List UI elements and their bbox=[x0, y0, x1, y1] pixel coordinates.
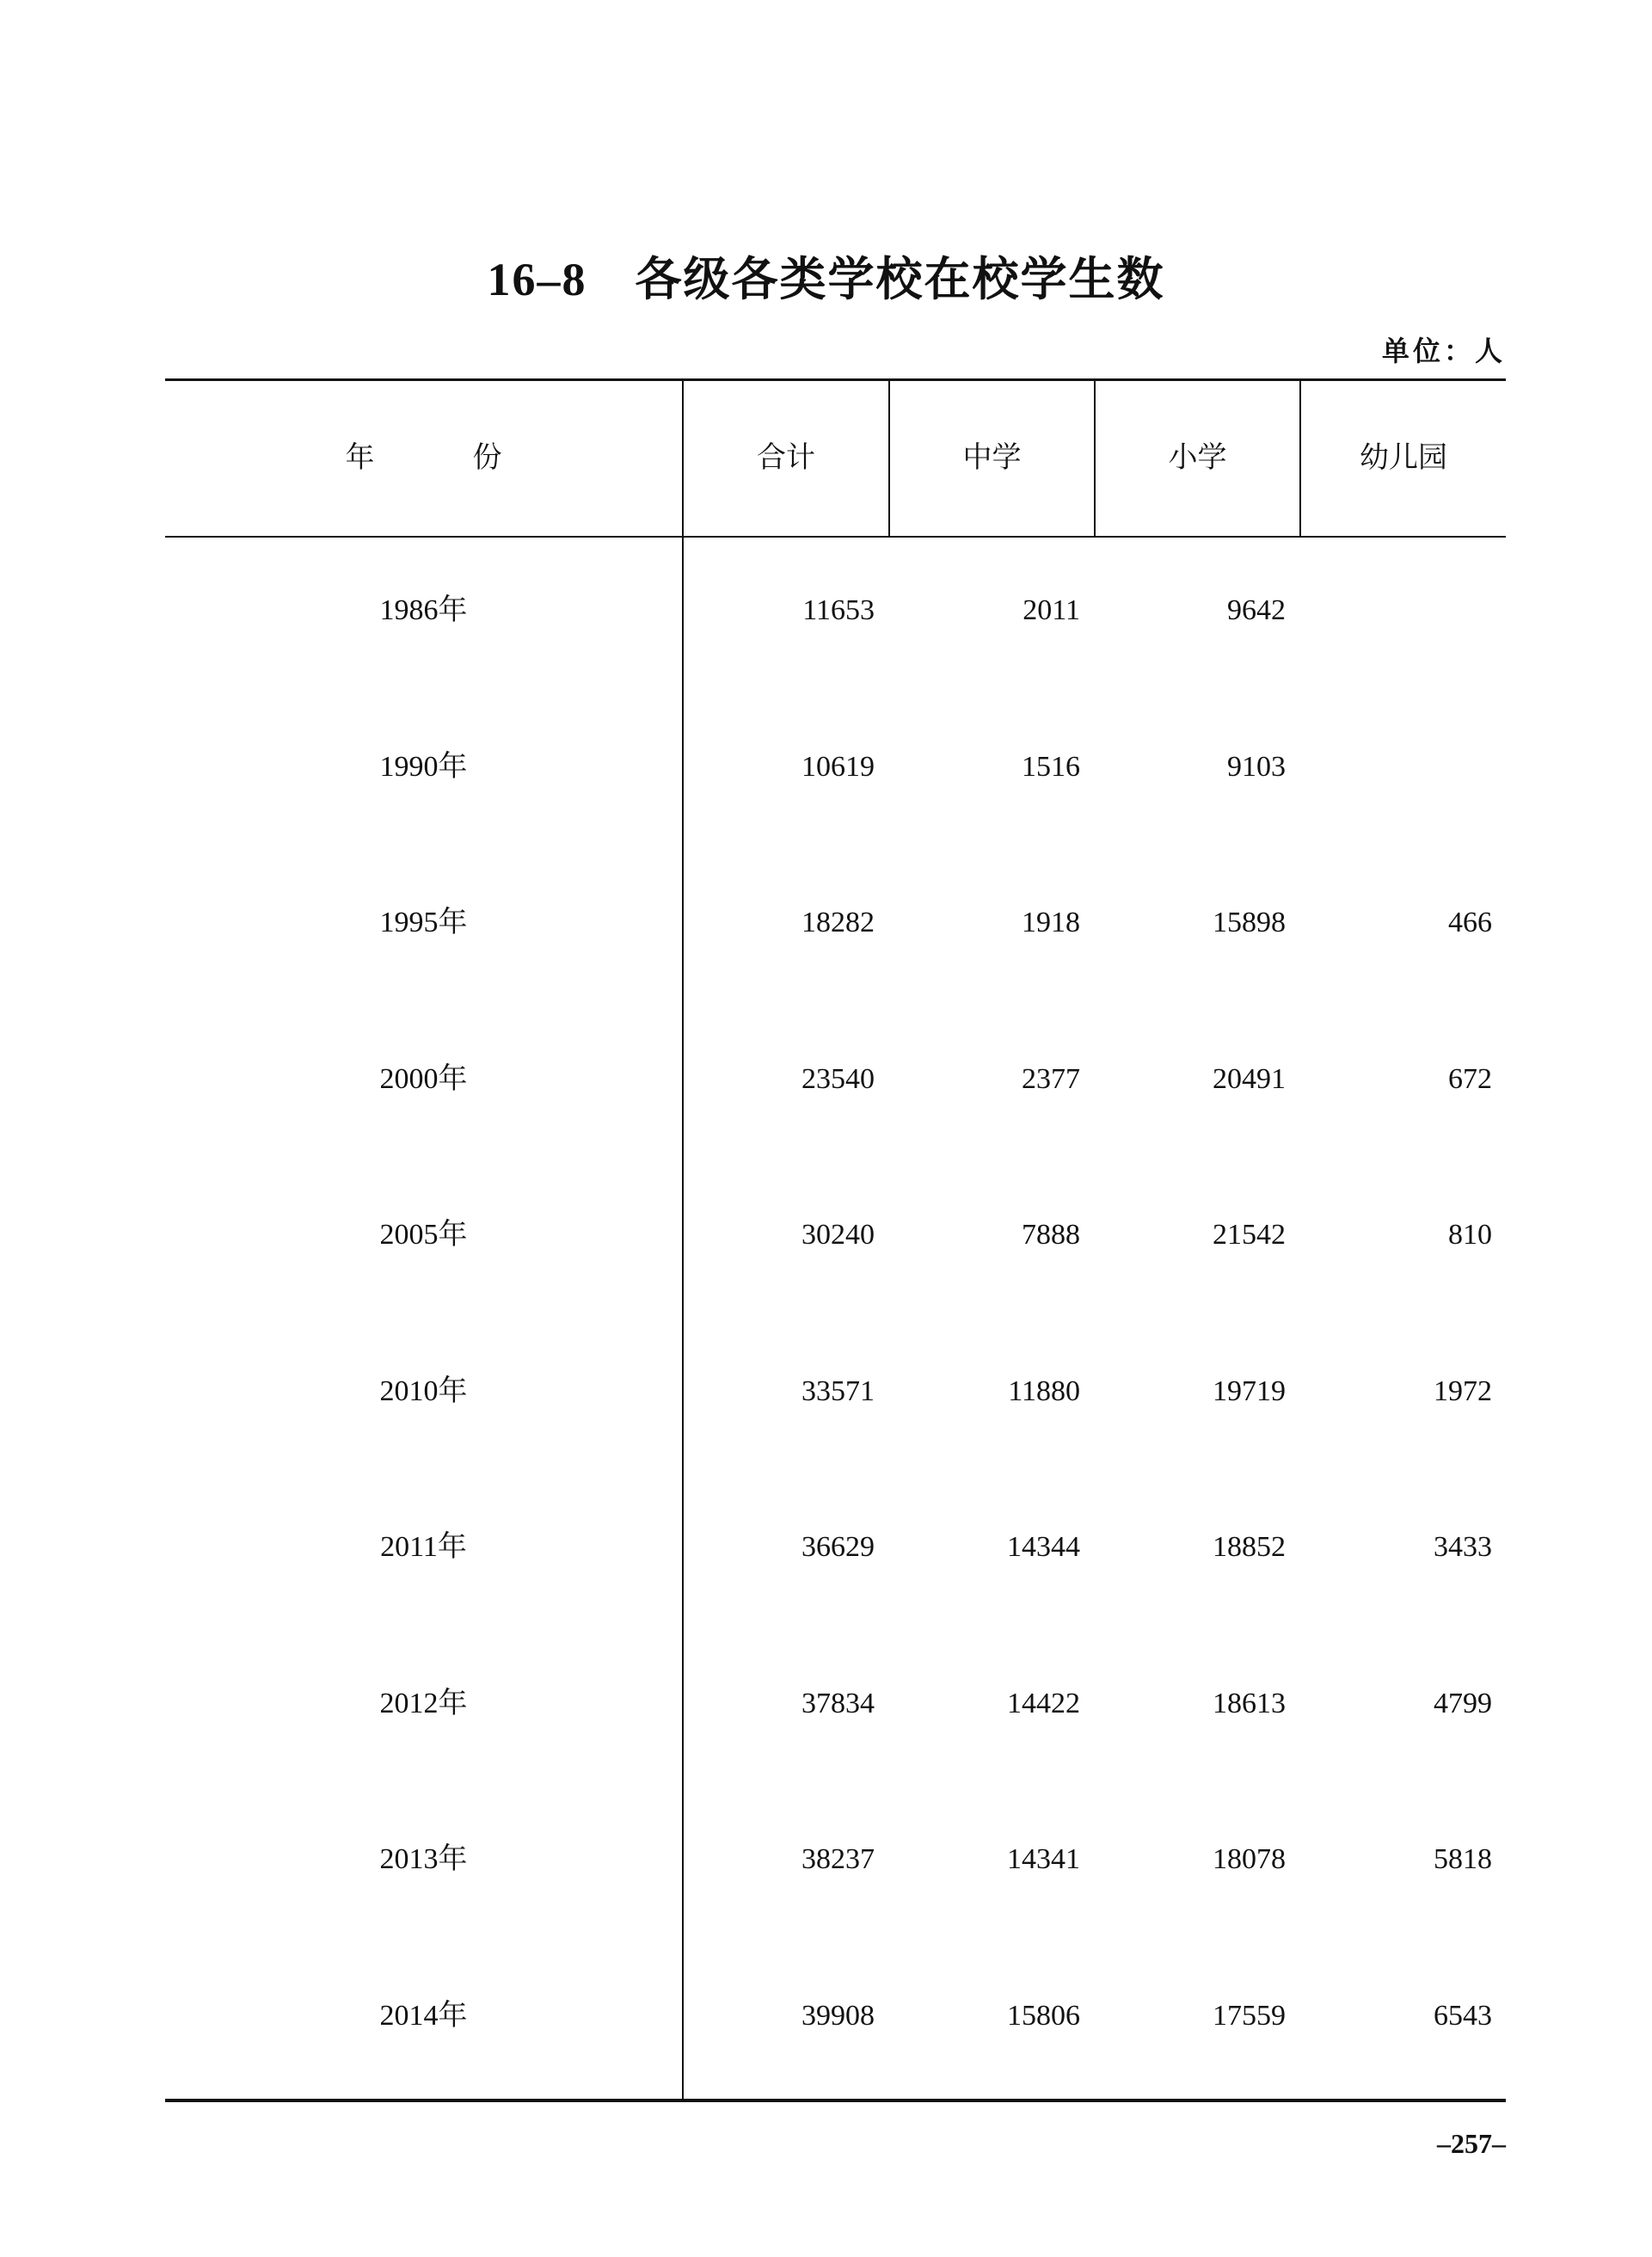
primary-school-cell: 17559 bbox=[1213, 1999, 1286, 2032]
kindergarten-cell: 466 bbox=[1448, 907, 1492, 938]
primary-school-cell: 21542 bbox=[1213, 1219, 1286, 1251]
middle-school-cell: 2377 bbox=[1022, 1062, 1080, 1095]
table-body bbox=[0, 538, 1652, 2099]
year-cell: 2013年 bbox=[379, 1843, 468, 1875]
primary-school-cell: 15898 bbox=[1213, 907, 1286, 938]
year-cell: 2012年 bbox=[379, 1687, 468, 1719]
kindergarten-cell: 3433 bbox=[1434, 1531, 1492, 1563]
total-cell: 37834 bbox=[801, 1687, 875, 1719]
page-number: –257– bbox=[1437, 2128, 1506, 2159]
total-cell: 36629 bbox=[801, 1531, 875, 1563]
year-cell: 1995年 bbox=[379, 907, 468, 938]
table-title-text: 各级各类学校在校学生数 bbox=[635, 254, 1165, 305]
total-cell: 18282 bbox=[801, 907, 875, 938]
header-middle-school: 中学 bbox=[962, 442, 1022, 474]
table-row bbox=[0, 1006, 1652, 1163]
kindergarten-cell: 810 bbox=[1448, 1219, 1492, 1251]
header-total: 合计 bbox=[757, 442, 815, 474]
year-cell: 2000年 bbox=[379, 1062, 468, 1095]
kindergarten-cell bbox=[1301, 746, 1492, 789]
total-cell: 38237 bbox=[801, 1843, 875, 1875]
total-cell: 30240 bbox=[801, 1219, 875, 1251]
middle-school-cell: 11880 bbox=[1008, 1374, 1080, 1407]
table-row bbox=[0, 1787, 1652, 1943]
total-cell: 11653 bbox=[802, 594, 875, 626]
year-cell: 2011年 bbox=[380, 1531, 467, 1563]
middle-school-cell: 14344 bbox=[1007, 1531, 1080, 1563]
table-bottom-rule bbox=[165, 2099, 1506, 2102]
middle-school-cell: 15806 bbox=[1007, 1999, 1080, 2032]
table-row bbox=[0, 1319, 1652, 1475]
header-kindergarten: 幼儿园 bbox=[1360, 442, 1447, 474]
kindergarten-cell bbox=[1301, 589, 1492, 632]
table-title bbox=[0, 245, 1652, 314]
middle-school-cell: 1918 bbox=[1022, 907, 1080, 938]
table-row bbox=[0, 850, 1652, 1006]
kindergarten-cell: 6543 bbox=[1434, 1999, 1492, 2032]
table-row bbox=[0, 694, 1652, 851]
middle-school-cell: 7888 bbox=[1022, 1219, 1080, 1251]
year-cell: 1990年 bbox=[379, 750, 468, 783]
total-cell: 23540 bbox=[801, 1062, 875, 1095]
kindergarten-cell: 672 bbox=[1448, 1062, 1492, 1095]
table-row bbox=[0, 538, 1652, 694]
table-row bbox=[0, 1943, 1652, 2100]
year-cell: 2010年 bbox=[379, 1374, 468, 1407]
total-cell: 39908 bbox=[801, 1999, 875, 2032]
primary-school-cell: 18613 bbox=[1213, 1687, 1286, 1719]
primary-school-cell: 19719 bbox=[1213, 1374, 1286, 1407]
year-cell: 2014年 bbox=[379, 1999, 468, 2032]
kindergarten-cell: 4799 bbox=[1434, 1687, 1492, 1719]
total-cell: 10619 bbox=[801, 750, 875, 783]
primary-school-cell: 18078 bbox=[1213, 1843, 1286, 1875]
table-row bbox=[0, 1162, 1652, 1319]
kindergarten-cell: 5818 bbox=[1434, 1843, 1492, 1875]
header-primary-school: 小学 bbox=[1168, 442, 1227, 474]
primary-school-cell: 9103 bbox=[1227, 750, 1286, 783]
middle-school-cell: 14422 bbox=[1007, 1687, 1080, 1719]
year-cell: 2005年 bbox=[379, 1219, 468, 1251]
header-year: 年 份 bbox=[345, 442, 537, 474]
primary-school-cell: 9642 bbox=[1227, 594, 1286, 626]
primary-school-cell: 20491 bbox=[1213, 1062, 1286, 1095]
table-number: 16–8 bbox=[487, 254, 587, 305]
year-cell: 1986年 bbox=[379, 594, 468, 626]
table-row bbox=[0, 1631, 1652, 1787]
middle-school-cell: 2011 bbox=[1023, 594, 1080, 626]
kindergarten-cell: 1972 bbox=[1434, 1374, 1492, 1407]
total-cell: 33571 bbox=[801, 1374, 875, 1407]
primary-school-cell: 18852 bbox=[1213, 1531, 1286, 1563]
middle-school-cell: 14341 bbox=[1007, 1843, 1080, 1875]
unit-label: 单位：人 bbox=[1381, 335, 1506, 366]
middle-school-cell: 1516 bbox=[1022, 750, 1080, 783]
table-row bbox=[0, 1474, 1652, 1631]
